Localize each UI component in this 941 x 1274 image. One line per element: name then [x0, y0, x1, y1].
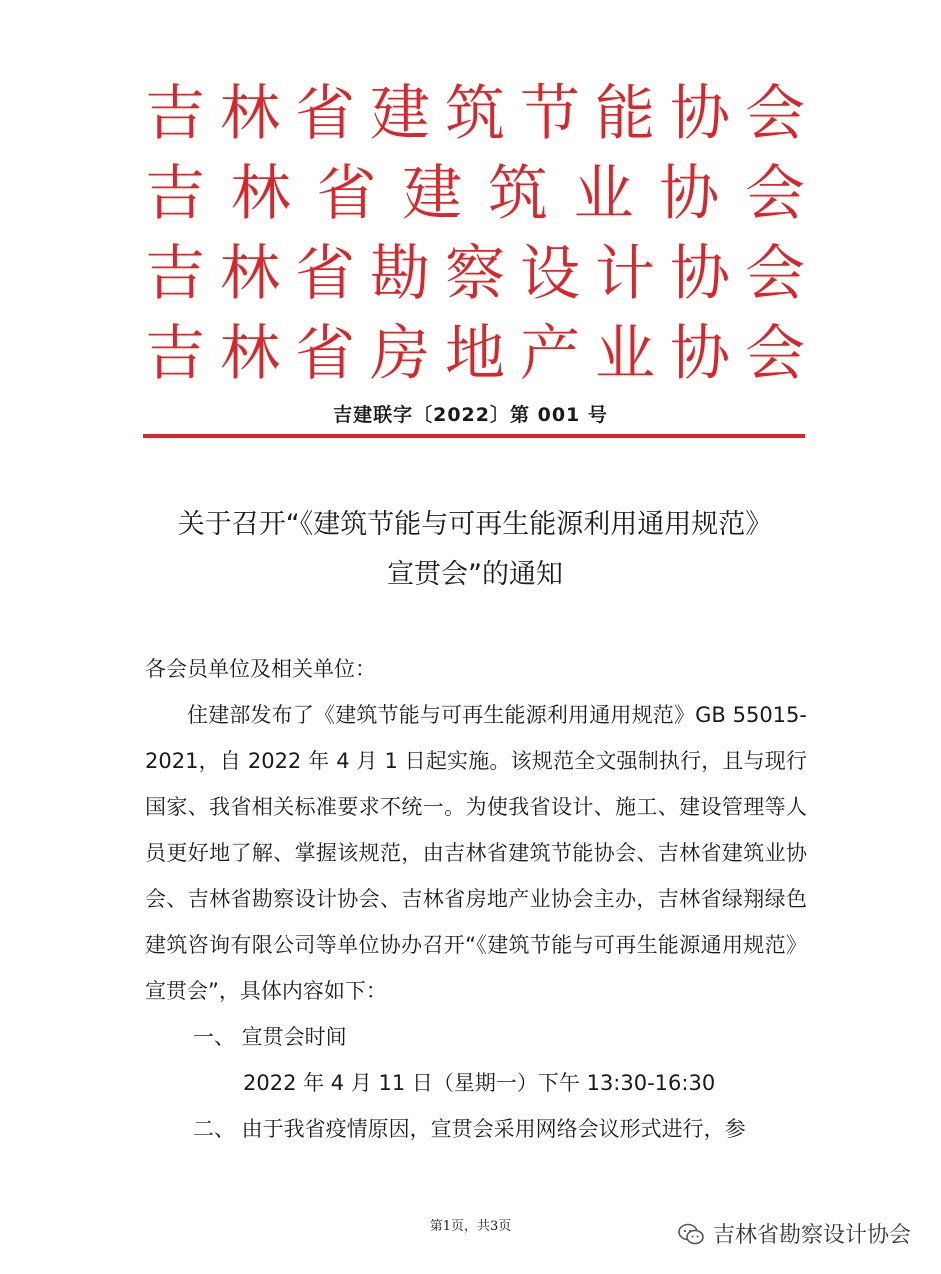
red-divider: [143, 434, 805, 438]
account-name: 吉林省勘察设计协会: [712, 1223, 911, 1248]
item-1-detail: 2022 年 4 月 11 日（星期一）下午 13:30-16:30: [243, 1071, 716, 1095]
org-line-4: 吉 林 省 房 地 产 业 协 会: [145, 319, 805, 389]
org-line-1: 吉 林 省 建 筑 节 能 协 会: [145, 79, 805, 149]
item-2: 二、 由于我省疫情原因，宣贯会采用网络会议形式进行，参: [193, 1117, 746, 1141]
notice-title: [140, 500, 810, 600]
notice-body: [145, 646, 807, 1152]
salutation: 各会员单位及相关单位：: [145, 657, 376, 681]
letterhead: [145, 74, 805, 394]
org-line-3: 吉 林 省 勘 察 设 计 协 会: [145, 239, 805, 309]
title-line-1: 关于召开“《建筑节能与可再生能源利用通用规范》: [177, 509, 773, 540]
org-line-2: 吉 林 省 建 筑 业 协 会: [145, 159, 805, 229]
wechat-icon: [677, 1222, 705, 1246]
wechat-watermark: [677, 1218, 911, 1249]
item-1-heading: 一、 宣贯会时间: [193, 1025, 347, 1049]
paragraph-1: 住建部发布了《建筑节能与可再生能源利用通用规范》GB 55015-2021，自 2022 年 4 月 1 日起实施。该规范全文强制执行，且与现行国家、我省相关标准要求不统一。为使我省设计、施工、建设管理等人员更好地了解、掌握该规范，由吉林省建筑节能协会、吉林省建筑业协会、吉林省勘察设计协会、吉林省房地产业协会主办，吉林省绿翔绿色建筑咨询有限公司等单位协办召开“《建筑节能与可再生能源通用规范》宣贯会”，具体内容如下：: [145, 703, 807, 1003]
page-footer: 第1页，共3页: [429, 1219, 512, 1234]
document-number: 吉建联字〔2022〕第 001 号: [333, 404, 608, 426]
title-line-2: 宣贯会”的通知: [387, 559, 563, 590]
